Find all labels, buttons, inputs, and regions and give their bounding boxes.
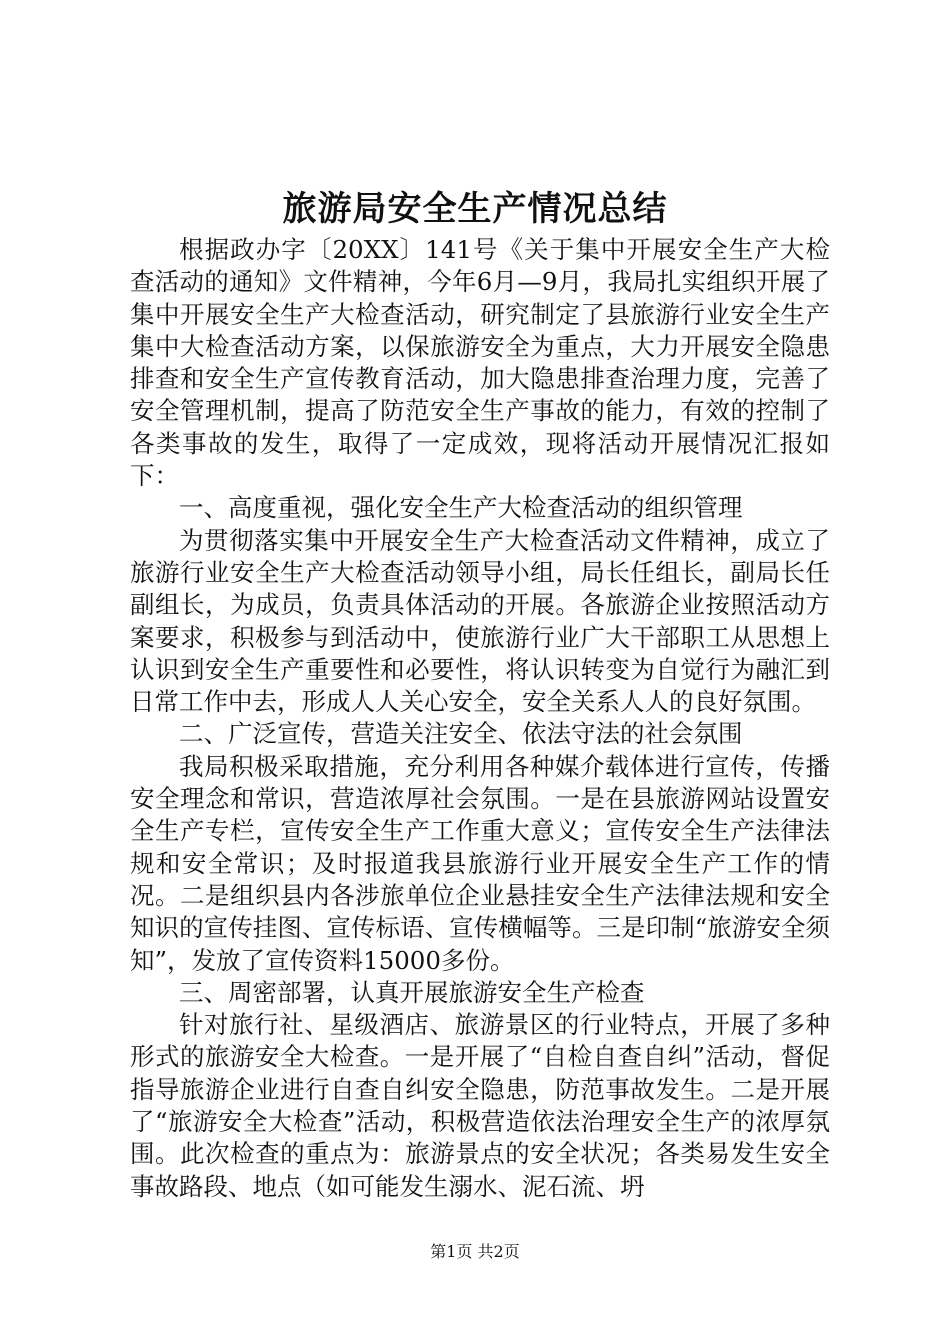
paragraph-section-2: 我局积极采取措施，充分利用各种媒介载体进行宣传，传播安全理念和常识，营造浓厚社会氛围。一是在县旅游网站设置安全生产专栏，宣传安全生产工作重大意义；宣传安全生产法律法规和安全常识；及时报道我县旅游行业开展安全生产工作的情况。二是组织县内各涉旅单位企业悬挂安全生产法律法规和安全知识的宣传挂图、宣传标语、宣传横幅等。三是印制“旅游安全须知”，发放了宣传资料15000多份。: [130, 751, 830, 975]
section-heading-2: 二、广泛宣传，营造关注安全、依法守法的社会氛围: [179, 719, 743, 749]
document-title: 旅游局安全生产情况总结: [282, 189, 668, 229]
paragraph-section-3: 针对旅行社、星级酒店、旅游景区的行业特点，开展了多种形式的旅游安全大检查。一是开展了“自检自查自纠”活动，督促指导旅游企业进行自查自纠安全隐患，防范事故发生。二是开展了“旅游安全大检查”活动，积极营造依法治理安全生产的浓厚氛围。此次检查的重点为：旅游景点的安全状况；各类易发生安全事故路段、地点（如可能发生溺水、泥石流、坍: [130, 1010, 830, 1201]
paragraph-section-1: 为贯彻落实集中开展安全生产大检查活动文件精神，成立了旅游行业安全生产大检查活动领导小组，局长任组长，副局长任副组长，为成员，负责具体活动的开展。各旅游企业按照活动方案要求，积极参与到活动中，使旅游行业广大干部职工从思想上认识到安全生产重要性和必要性，将认识转变为自觉行为融汇到日常工作中去，形成人人关心安全，安全关系人人的良好氛围。: [130, 525, 830, 717]
page-footer: 第1页 共2页: [430, 1242, 520, 1261]
section-heading-3: 三、周密部署，认真开展旅游安全生产检查: [179, 977, 645, 1007]
section-heading-1: 一、高度重视，强化安全生产大检查活动的组织管理: [179, 493, 743, 523]
document-body: [130, 234, 830, 1203]
paragraph-intro: 根据政办字〔20XX〕141号《关于集中开展安全生产大检查活动的通知》文件精神，今年6月—9月，我局扎实组织开展了集中开展安全生产大检查活动，研究制定了县旅游行业安全生产集中大检查活动方案，以保旅游安全为重点，大力开展安全隐患排查和安全生产宣传教育活动，加大隐患排查治理力度，完善了安全管理机制，提高了防范安全生产事故的能力，有效的控制了各类事故的发生，取得了一定成效，现将活动开展情况汇报如下：: [130, 235, 830, 491]
